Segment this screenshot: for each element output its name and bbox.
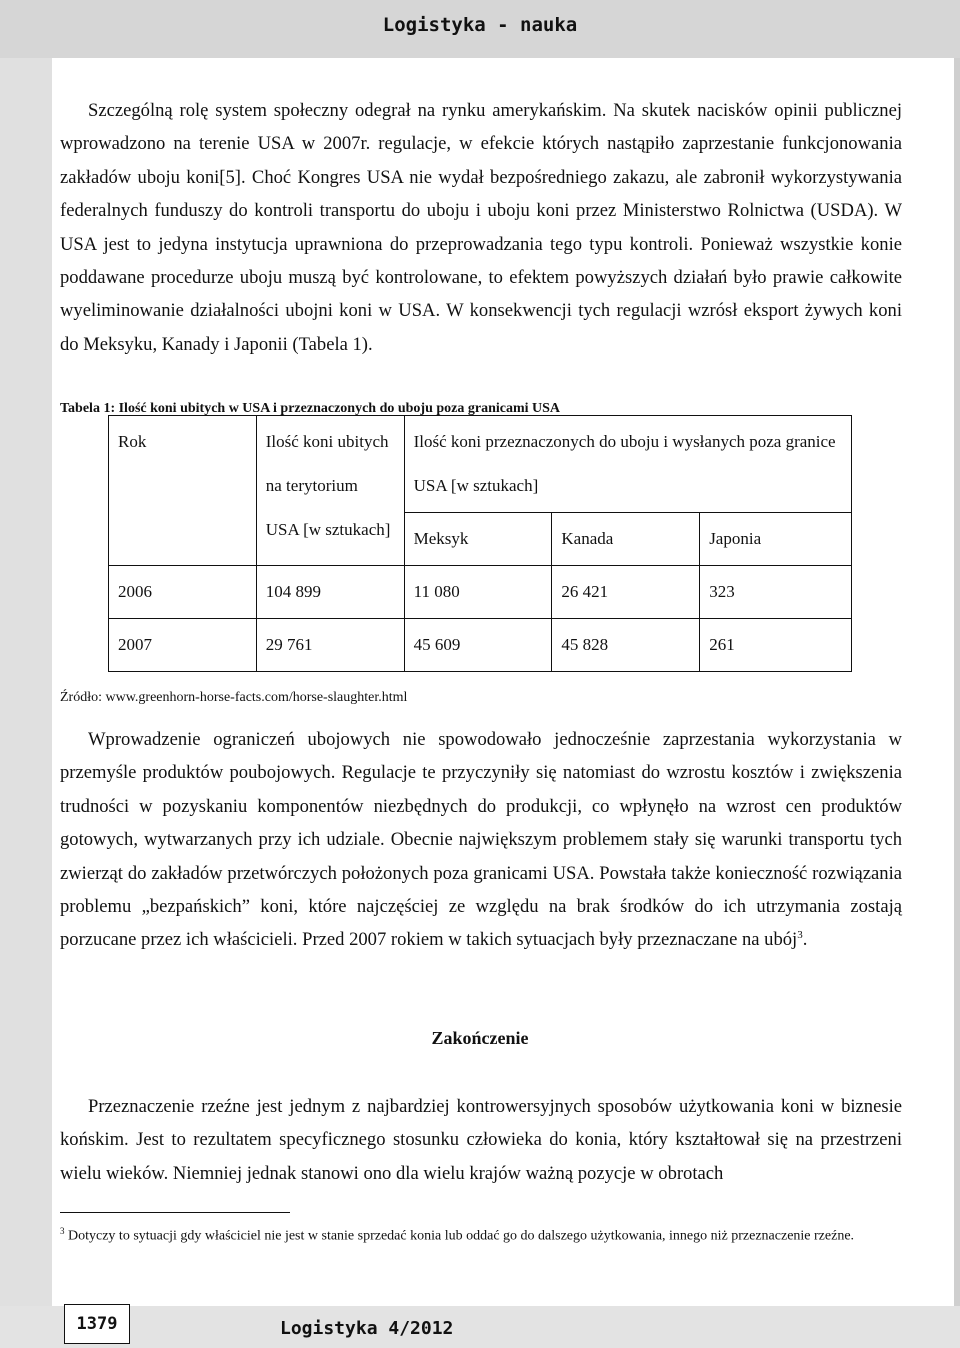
header-ubite: Ilość koni ubitych na terytorium USA [w sztukach] [256, 416, 404, 566]
left-margin-strip [0, 58, 52, 1348]
footnote-mark: 3 [60, 1226, 65, 1236]
footer-band [0, 1306, 960, 1348]
cell-meksyk: 11 080 [404, 566, 552, 619]
header-kanada: Kanada [552, 513, 700, 566]
cell-rok: 2006 [109, 566, 257, 619]
right-margin-strip [954, 58, 960, 1348]
header-export-group: Ilość koni przeznaczonych do uboju i wysłanych poza granice USA [w sztukach] [404, 416, 851, 513]
paragraph-intro: Szczególną rolę system społeczny odegrał na rynku amerykańskim. Na skutek nacisków opinii publicznej wprowadzono na terenie USA w 2007r. regulacje, w efekcie których nastąpiło zaprzestanie funkcjonowania zakładów uboju koni[5]. Choć Kongres USA nie wydał bezpośredniego zakazu, ale zabronił wykorzystywania federalnych funduszy do kontroli transportu do uboju i uboju koni przez Ministerstwo Rolnictwa (USDA). W USA jest to jedyna instytucja uprawniona do przeprowadzania tego typu kontroli. Ponieważ wszystkie konie poddawane procedurze uboju muszą być kontrolowane, to efektem powyższych działań było prawie całkowite wyeliminowanie działalności ubojni koni w USA. W konsekwencji tych regulacji wzrósł eksport żywych koni do Meksyku, Kanady i Japonii (Tabela 1). [60, 100, 902, 355]
header-meksyk: Meksyk [404, 513, 552, 566]
cell-rok: 2007 [109, 619, 257, 672]
paragraph-conclusion: Przeznaczenie rzeźne jest jednym z najbardziej kontrowersyjnych sposobów użytkowania koni w biznesie końskim. Jest to rezultatem specyficznego stosunku człowieka do konia, który kształtował się na przestrzeni wielu wieków. Niemniej jednak stanowi ono dla wielu krajów ważną pozycje w obrotach [60, 1096, 902, 1184]
header-japonia: Japonia [700, 513, 852, 566]
paragraph-regulations-text: Wprowadzenie ograniczeń ubojowych nie spowodowało jednocześnie zaprzestania wykorzystania w przemyśle produktów poubojowych. Regulacje te przyczyniły się natomiast do wzrostu kosztów i zwiększenia trudności w pozyskaniu komponentów niezbędnych do produkcji, co wpłynęło na wzrost cen produktów gotowych, wytwarzanych przy ich udziale. Obecnie największym problemem stały się warunki transportu tych zwierząt do zakładów przetwórczych położonych poza granicami USA. Powstała także konieczność rozwiązania problemu „bezpańskich” koni, które najczęściej ze względu na brak środków do ich utrzymania zostają porzucane przez ich właścicieli. Przed 2007 rokiem w takich sytuacjach były przeznaczane na ubój [60, 729, 902, 951]
section-title: Zakończenie [431, 1028, 529, 1048]
running-header-title: Logistyka - nauka [382, 14, 578, 36]
journal-issue: Logistyka 4/2012 [280, 1318, 454, 1339]
table-header-row [109, 416, 852, 513]
footnote-reference: 3 [797, 929, 803, 942]
table-source: Źródło: www.greenhorn-horse-facts.com/horse-slaughter.html [60, 690, 408, 705]
table-caption: Tabela 1: Ilość koni ubitych w USA i przeznaczonych do uboju poza granicami USA [60, 401, 561, 416]
cell-ubite: 29 761 [256, 619, 404, 672]
cell-ubite: 104 899 [256, 566, 404, 619]
table-row [109, 619, 852, 672]
paragraph-regulations [60, 723, 902, 957]
page-number: 1379 [64, 1304, 130, 1344]
header-rok: Rok [109, 416, 257, 566]
cell-meksyk: 45 609 [404, 619, 552, 672]
footnote-divider [60, 1212, 290, 1213]
table-row [109, 566, 852, 619]
cell-japonia: 323 [700, 566, 852, 619]
footnote-text: Dotyczy to sytuacji gdy właściciel nie jest w stanie sprzedać konia lub oddać go do dalszego użytkowania, innego niż przeznaczenie rzeźne. [64, 1228, 855, 1244]
footnote [60, 1222, 902, 1246]
cell-japonia: 261 [700, 619, 852, 672]
horse-export-table [108, 415, 852, 672]
paragraph-regulations-end: . [802, 929, 808, 951]
cell-kanada: 45 828 [552, 619, 700, 672]
cell-kanada: 26 421 [552, 566, 700, 619]
